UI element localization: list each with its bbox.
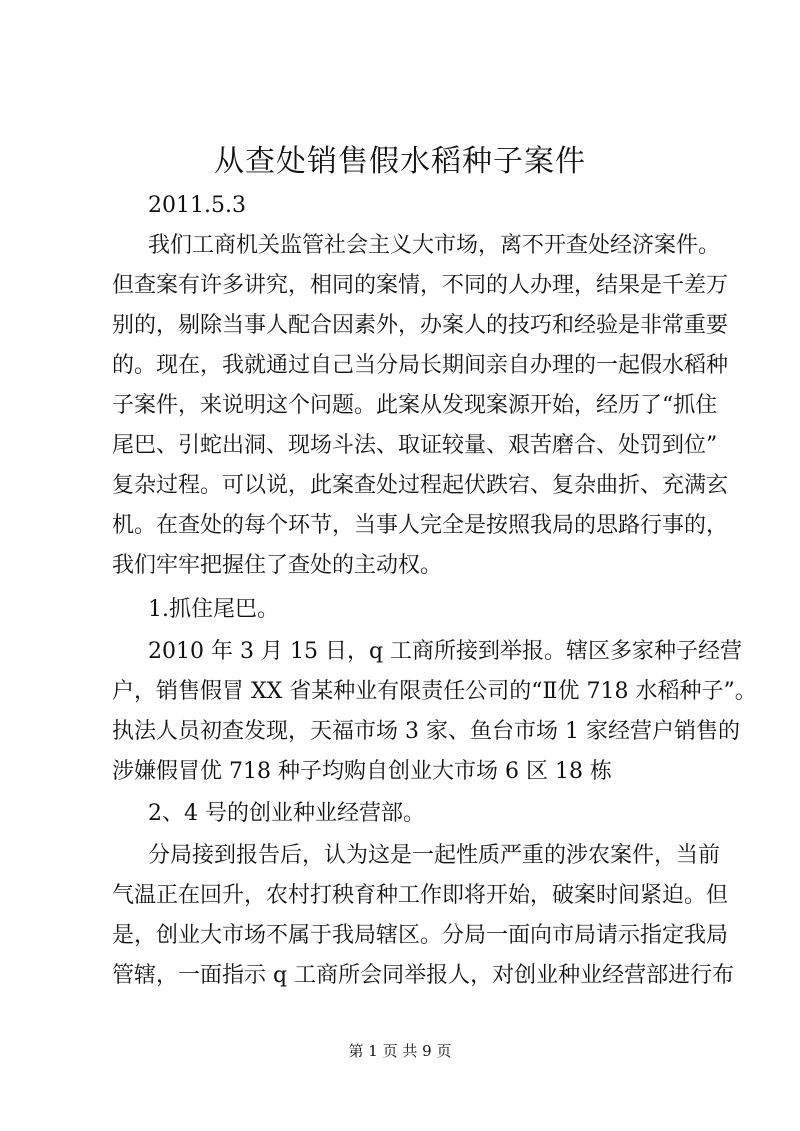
paragraph-line: 2010 年 3 月 15 日，q 工商所接到举报。辖区多家种子经营 [148,639,743,664]
paragraph-line: 分局接到报告后，认为这是一起性质严重的涉农案件，当前 [148,843,721,868]
paragraph-line: 子案件，来说明这个问题。此案从发现案源开始，经历了“抓住 [112,393,718,418]
paragraph-line: 是，创业大市场不属于我局辖区。分局一面向市局请示指定我局 [112,923,729,948]
paragraph-line: 复杂过程。可以说，此案查处过程起伏跌宕、复杂曲折、充满玄 [112,473,729,498]
paragraph-line: 执法人员初查发现，天福市场 3 家、鱼台市场 1 家经营户销售的 [112,719,740,744]
paragraph-line: 管辖，一面指示 q 工商所会同举报人，对创业种业经营部进行布 [112,963,735,988]
paragraph-line: 气温正在回升，农村打秧育种工作即将开始，破案时间紧迫。但 [112,883,729,908]
paragraph-line: 我们工商机关监管社会主义大市场，离不开查处经济案件。 [148,233,721,258]
document-title: 从查处销售假水稻种子案件 [214,144,586,179]
section-heading: 1.抓住尾巴。 [148,597,279,622]
paragraph-line: 的。现在，我就通过自己当分局长期间亲自办理的一起假水稻种 [112,353,729,378]
paragraph-line: 机。在查处的每个环节，当事人完全是按照我局的思路行事的， [112,513,729,538]
paragraph-line: 尾巴、引蛇出洞、现场斗法、取证较量、艰苦磨合、处罚到位” [112,433,718,458]
paragraph-line: 但查案有许多讲究，相同的案情，不同的人办理，结果是千差万 [112,273,729,298]
paragraph-line: 我们牢牢把握住了查处的主动权。 [112,553,443,578]
paragraph-line: 2、4 号的创业种业经营部。 [148,801,425,826]
document-date: 2011.5.3 [148,193,246,218]
paragraph-line: 别的，剔除当事人配合因素外，办案人的技巧和经验是非常重要 [112,313,729,338]
paragraph-line: 户，销售假冒 XX 省某种业有限责任公司的“Ⅱ优 718 水稻种子”。 [112,679,757,704]
paragraph-line: 涉嫌假冒优 718 种子均购自创业大市场 6 区 18 栋 [112,759,612,784]
page-number: 第 1 页 共 9 页 [348,1042,452,1060]
